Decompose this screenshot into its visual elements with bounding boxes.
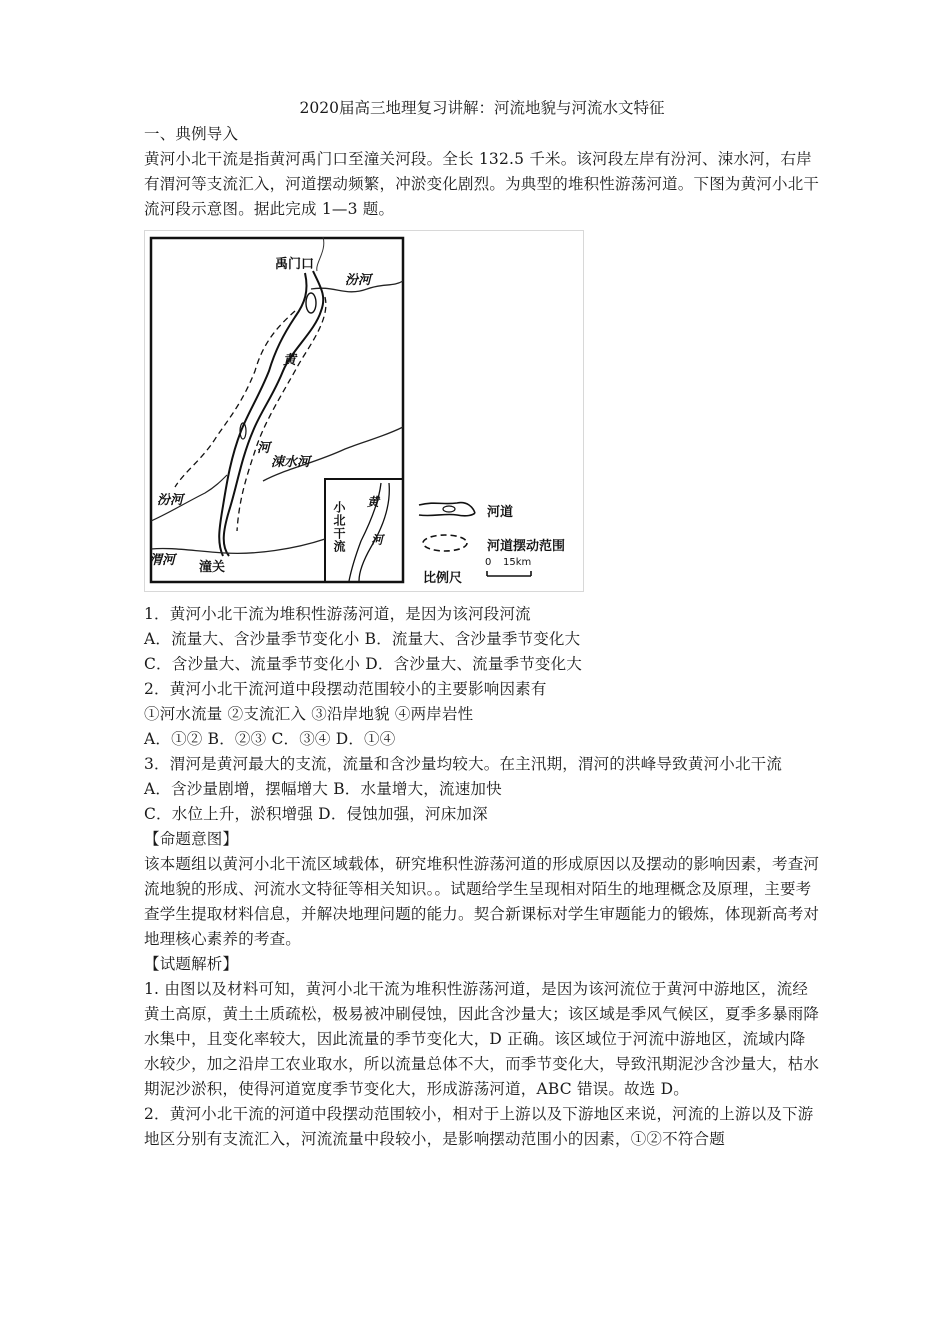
upper-boundary	[317, 237, 324, 271]
swing-range-right	[237, 297, 326, 531]
intro-paragraph: 黄河小北干流是指黄河禹门口至潼关河段。全长 132.5 千米。该河段左岸有汾河、涑水河，右岸有渭河等支流汇入，河道摆动频繁，冲淤变化剧烈。为典型的堆积性游荡河道。下图为黄河小北干流河段示意图。据此完成 1—3 题。	[144, 150, 820, 218]
label-fen-river-top: 汾河	[345, 273, 372, 288]
scale-km-label: 15km	[503, 557, 532, 568]
question-3-options-ab: A．含沙量剧增，摆幅增大 B．水量增大，流速加快	[144, 780, 502, 798]
label-huang-1: 黄	[283, 353, 297, 368]
question-2-options: A．①② B．②③ C．③④ D．①④	[144, 730, 396, 748]
question-1-options-ab: A．流量大、含沙量季节变化小 B．流量大、含沙量季节变化大	[144, 630, 581, 648]
question-3-options-cd: C．水位上升，淤积增强 D．侵蚀加强，河床加深	[144, 805, 488, 823]
label-tongguan: 潼关	[199, 560, 226, 575]
question-3: 3．渭河是黄河最大的支流，流量和含沙量均较大。在主汛期，渭河的洪峰导致黄河小北干流	[144, 755, 783, 773]
analysis-heading: 【试题解析】	[144, 955, 239, 973]
scale-zero-label: 0	[485, 557, 492, 568]
label-he-1: 河	[257, 441, 271, 456]
channel-island-1	[306, 293, 316, 313]
document-page	[144, 96, 820, 1152]
analysis-2: 2．黄河小北干流的河道中段摆动范围较小，相对于上游以及下游地区来说，河流的上游以及下游地区分别有支流汇入，河流流量中段较小，是影响摆动范围小的因素，①②不符合题	[144, 1105, 814, 1148]
legend-channel-symbol-bottom	[419, 513, 475, 516]
section-heading: 一、典例导入	[144, 125, 239, 143]
question-2-items: ①河水流量 ②支流汇入 ③沿岸地貌 ④两岸岩性	[144, 705, 474, 723]
analysis-1: 1. 由图以及材料可知，黄河小北干流为堆积性游荡河道，是因为该河流位于黄河中游地区，流经黄土高原，黄土土质疏松，极易被冲刷侵蚀，因此含沙量大；该区域是季风气候区，夏季多暴雨降水集中，且变化率较大，因此流量的季节变化大，D 正确。该区域位于河流中游地区，流域内降水较少，加之沿岸工农业取水，所以流量总体不大，而季节变化大，导致汛期泥沙含沙量大，枯水期泥沙淤积，使得河道宽度季节变化大，形成游荡河道，ABC 错误。故选 D。	[144, 980, 820, 1098]
question-2: 2．黄河小北干流河道中段摆动范围较小的主要影响因素有	[144, 680, 547, 698]
label-fen-river-left: 汾河	[157, 493, 184, 508]
label-inset-he: 河	[371, 533, 384, 547]
river-map-figure	[144, 230, 584, 592]
label-yumenkou: 禹门口	[275, 257, 315, 272]
label-inset-xiaobei: 小北干流	[332, 501, 346, 553]
legend-scale-label: 比例尺	[423, 571, 463, 586]
intent-heading: 【命题意图】	[144, 830, 239, 848]
legend-range-symbol	[423, 535, 467, 551]
label-sushui-river: 涑水河	[271, 455, 311, 470]
legend-channel-label: 河道	[487, 505, 514, 520]
question-1: 1．黄河小北干流为堆积性游荡河道，是因为该河段河流	[144, 605, 531, 623]
document-title: 2020届高三地理复习讲解：河流地貌与河流水文特征	[299, 99, 665, 117]
question-1-options-cd: C．含沙量大、流量季节变化小 D．含沙量大、流量季节变化大	[144, 655, 583, 673]
legend-channel-island	[443, 506, 455, 512]
intent-body: 该本题组以黄河小北干流区域载体，研究堆积性游荡河道的形成原因以及摆动的影响因素，考查河流地貌的形成、河流水文特征等相关知识。。试题给学生呈现相对陌生的地理概念及原理，主要考查学生提取材料信息，并解决地理问题的能力。契合新课标对学生审题能力的锻炼，体现新高考对地理核心素养的考查。	[144, 855, 820, 948]
legend-range-label: 河道摆动范围	[487, 539, 566, 554]
label-wei-river: 渭河	[149, 553, 176, 568]
label-inset-huang: 黄	[367, 495, 380, 509]
wei-river-line	[151, 539, 325, 553]
